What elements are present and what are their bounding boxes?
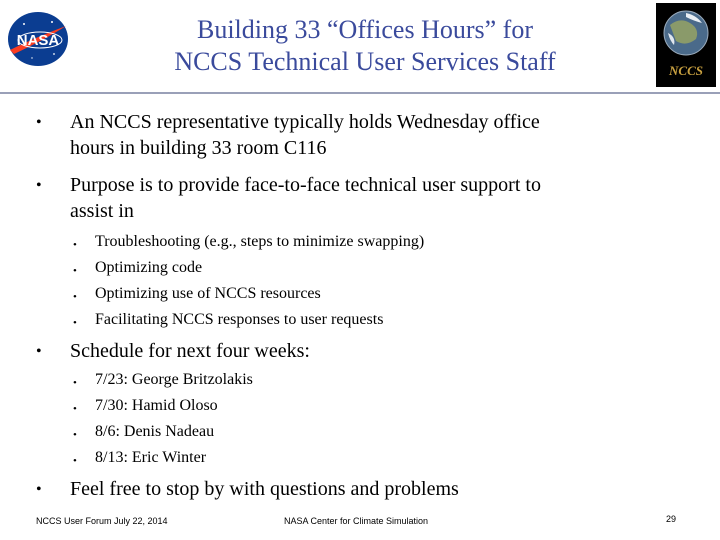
bullet-glyph: • bbox=[36, 177, 42, 194]
nasa-logo-text: NASA bbox=[16, 32, 60, 49]
bullet-glyph: • bbox=[36, 343, 42, 360]
bullet-text-line: assist in bbox=[70, 200, 134, 222]
footer-left: NCCS User Forum July 22, 2014 bbox=[36, 516, 168, 526]
schedule-item: 8/6: Denis Nadeau bbox=[95, 423, 215, 440]
bullet-text-line: hours in building 33 room C116 bbox=[70, 137, 327, 159]
page-number: 29 bbox=[666, 514, 677, 524]
sub-bullet-glyph: • bbox=[73, 455, 77, 467]
sub-bullet-glyph: • bbox=[73, 377, 77, 389]
title-line-1: Building 33 “Offices Hours” for bbox=[196, 15, 533, 44]
title-line-2: NCCS Technical User Services Staff bbox=[174, 47, 556, 76]
nccs-logo bbox=[656, 3, 716, 87]
sub-bullet-glyph: • bbox=[73, 317, 77, 329]
sub-bullet-glyph: • bbox=[73, 291, 77, 303]
bullet-closing bbox=[36, 476, 656, 502]
purpose-item: Facilitating NCCS responses to user requests bbox=[95, 311, 384, 328]
sub-bullet-glyph: • bbox=[73, 265, 77, 277]
sub-bullet-glyph: • bbox=[73, 429, 77, 441]
schedule-item: 7/23: George Britzolakis bbox=[95, 371, 253, 388]
bullet-text-line: Purpose is to provide face-to-face technical user support to bbox=[70, 174, 541, 196]
bullet-text-line: Feel free to stop by with questions and problems bbox=[70, 478, 459, 500]
nasa-logo bbox=[4, 10, 72, 68]
bullet-glyph: • bbox=[36, 114, 42, 131]
bullet-glyph: • bbox=[36, 481, 42, 498]
title-divider bbox=[0, 92, 720, 94]
schedule-item: 8/13: Eric Winter bbox=[95, 449, 207, 466]
footer-center: NASA Center for Climate Simulation bbox=[284, 516, 429, 526]
purpose-item: Optimizing use of NCCS resources bbox=[95, 285, 321, 302]
sub-bullet-glyph: • bbox=[73, 239, 77, 251]
purpose-item: Optimizing code bbox=[95, 259, 203, 276]
bullet-schedule bbox=[36, 338, 656, 364]
bullet-text-line: Schedule for next four weeks: bbox=[70, 340, 310, 362]
schedule-item: 7/30: Hamid Oloso bbox=[95, 397, 218, 414]
bullet-office-hours bbox=[36, 109, 656, 161]
slide-title bbox=[120, 14, 610, 78]
bullet-text-line: An NCCS representative typically holds Wednesday office bbox=[70, 111, 540, 133]
sub-bullet-glyph: • bbox=[73, 403, 77, 415]
purpose-item: Troubleshooting (e.g., steps to minimize swapping) bbox=[95, 233, 425, 250]
nccs-logo-text: NCCS bbox=[669, 63, 703, 78]
bullet-purpose bbox=[36, 172, 656, 224]
